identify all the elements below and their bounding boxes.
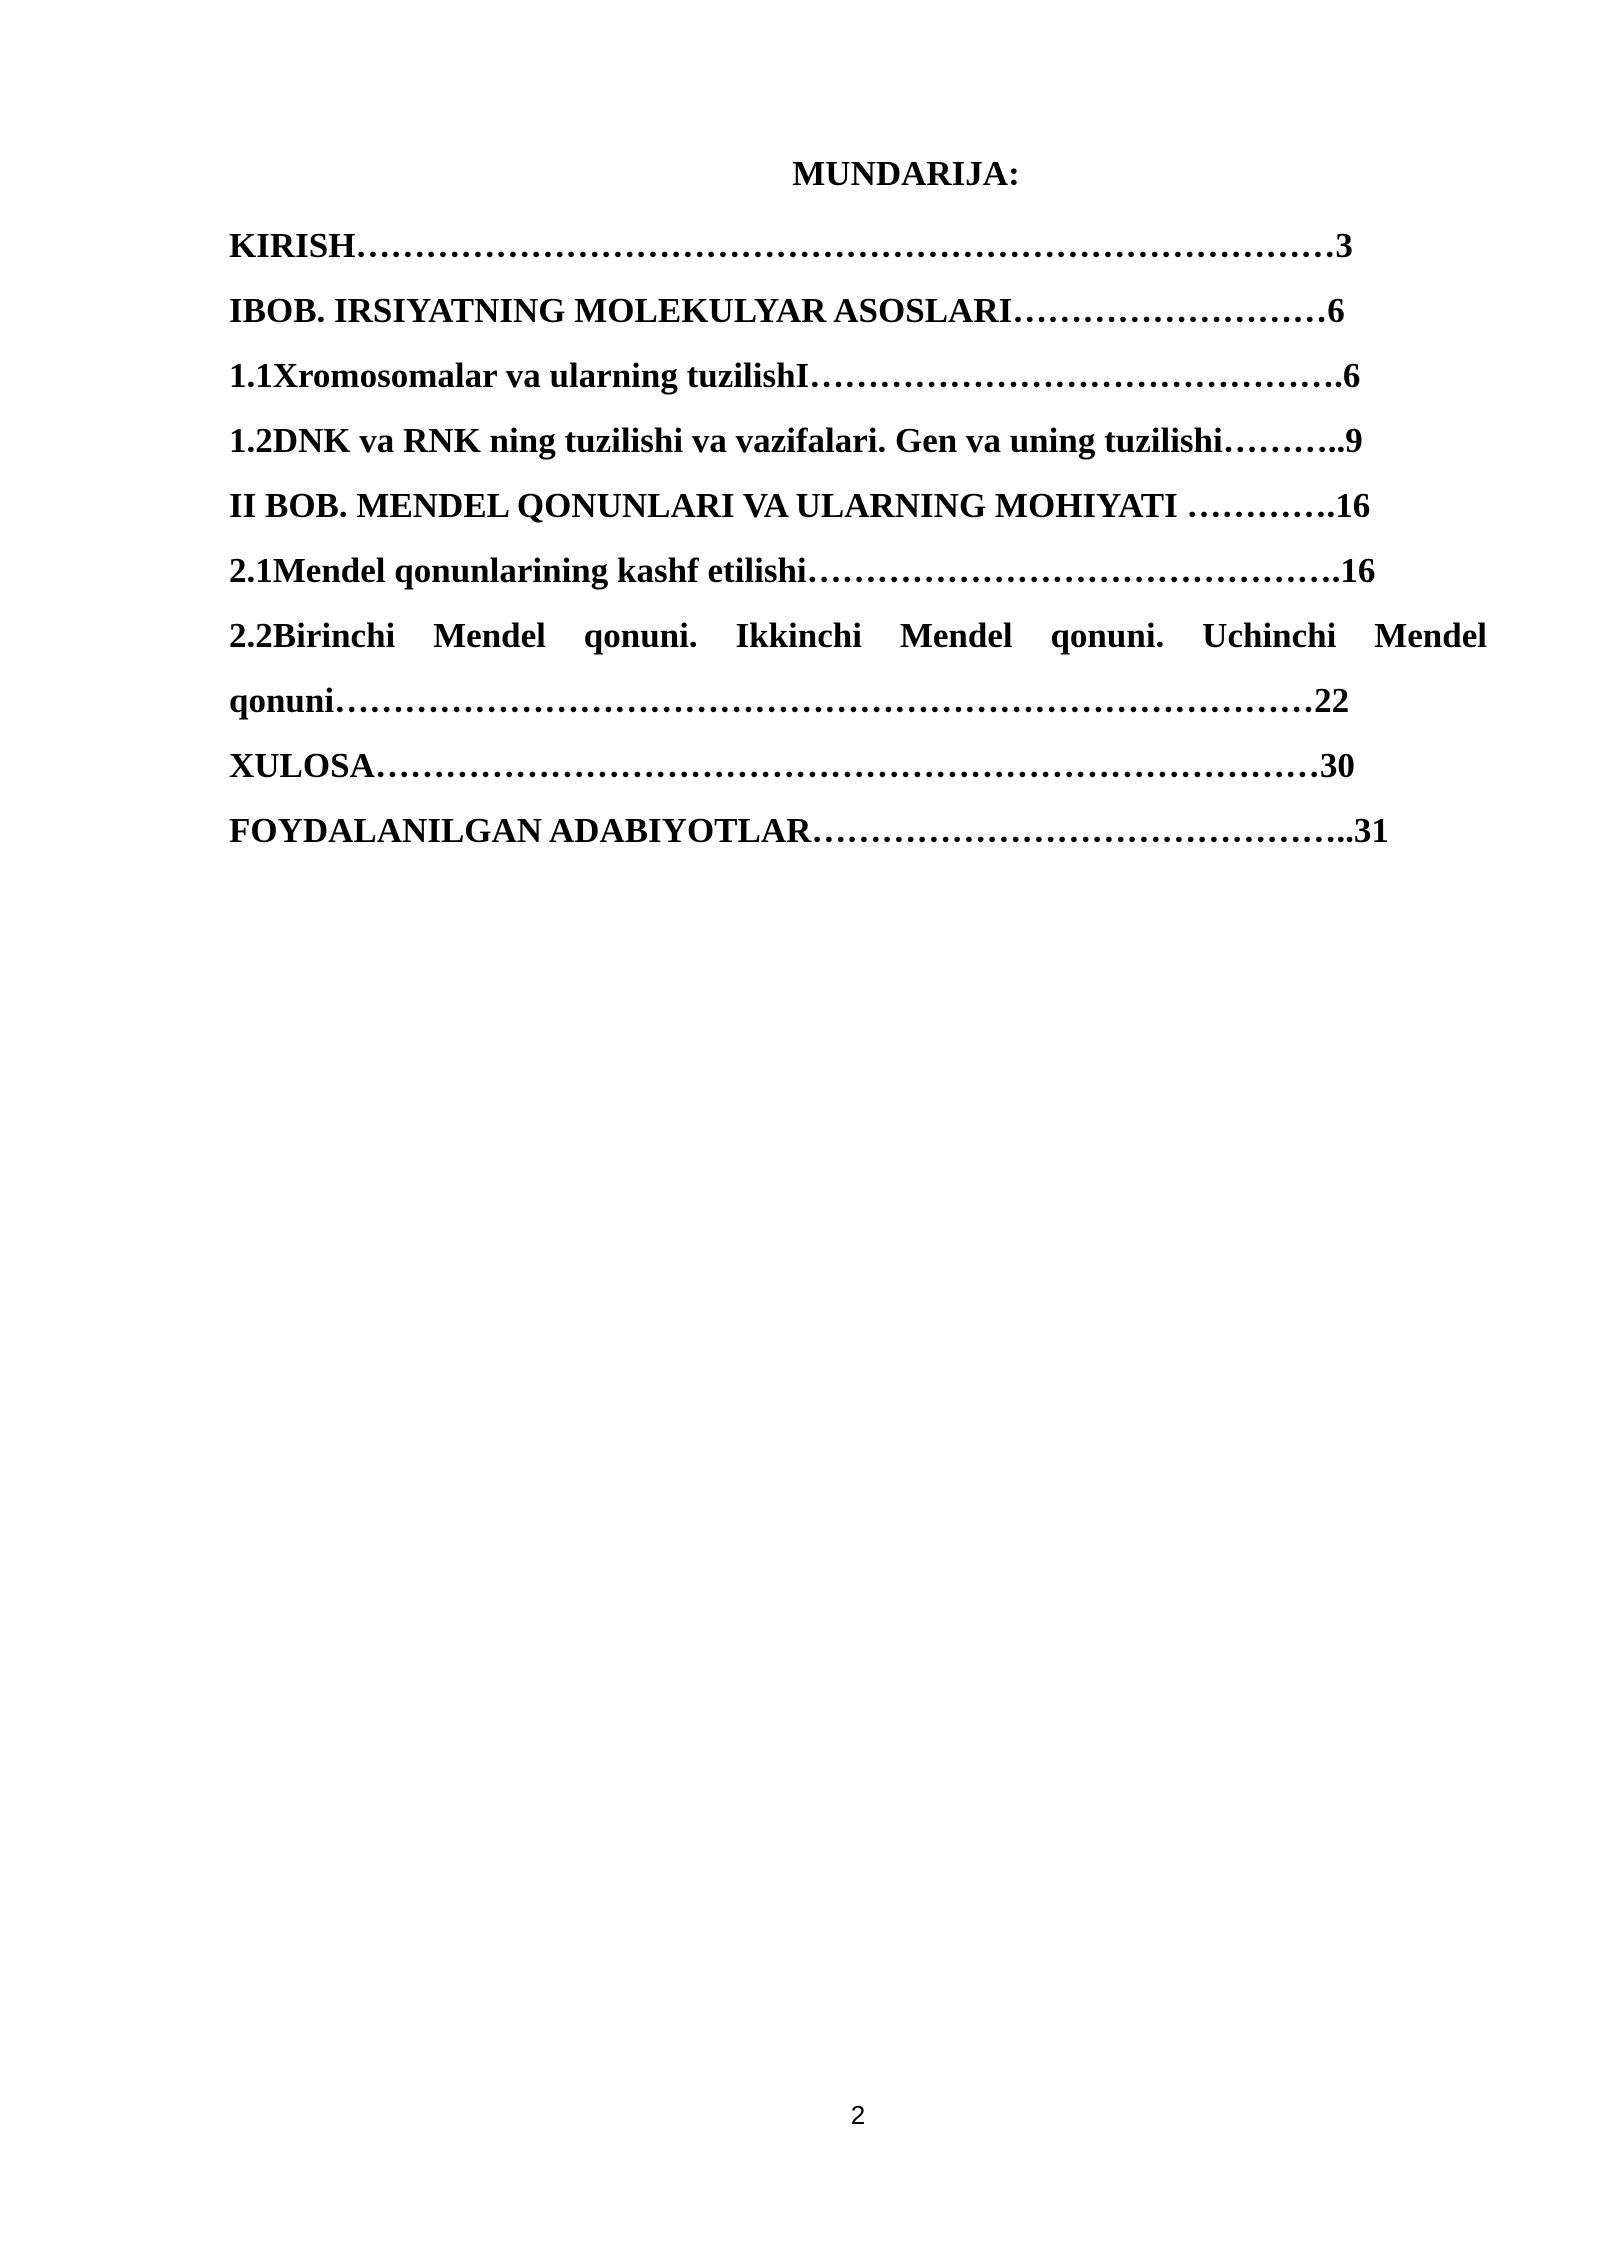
toc-entry-chapter-1: IBOB. IRSIYATNING MOLEKULYAR ASOSLARI………………………6	[229, 291, 1345, 330]
toc-entry-section-1-2: 1.2DNK va RNK ning tuzilishi va vazifalari. Gen va uning tuzilishi………..9	[229, 421, 1363, 460]
toc-entry-section-2-2: 2.2Birinchi Mendel qonuni. Ikkinchi Mendel qonuni. Uchinchi Mendel	[229, 616, 1487, 655]
toc-entry-section-1-1: 1.1Xromosomalar va ularning tuzilishI……………………………………….6	[229, 356, 1361, 395]
toc-entry-xulosa: XULOSA………………………………………………………………………30	[229, 746, 1355, 785]
toc-entry-section-2-2-continued: qonuni…………………………………………………………………………22	[229, 681, 1350, 720]
toc-entry-chapter-2: II BOB. MENDEL QONUNLARI VA ULARNING MOHIYATI ………….16	[229, 486, 1371, 525]
table-of-contents	[229, 213, 1487, 863]
toc-entry-references: FOYDALANILGAN ADABIYOTLAR………………………………………..31	[229, 811, 1389, 850]
toc-title: MUNDARIJA:	[792, 154, 1020, 193]
page-number: 2	[850, 2100, 866, 2130]
toc-entry-kirish: KIRISH…………………………………………………………………………3	[229, 226, 1353, 265]
toc-entry-section-2-1: 2.1Mendel qonunlarining kashf etilishi……………………………………….16	[229, 551, 1376, 590]
